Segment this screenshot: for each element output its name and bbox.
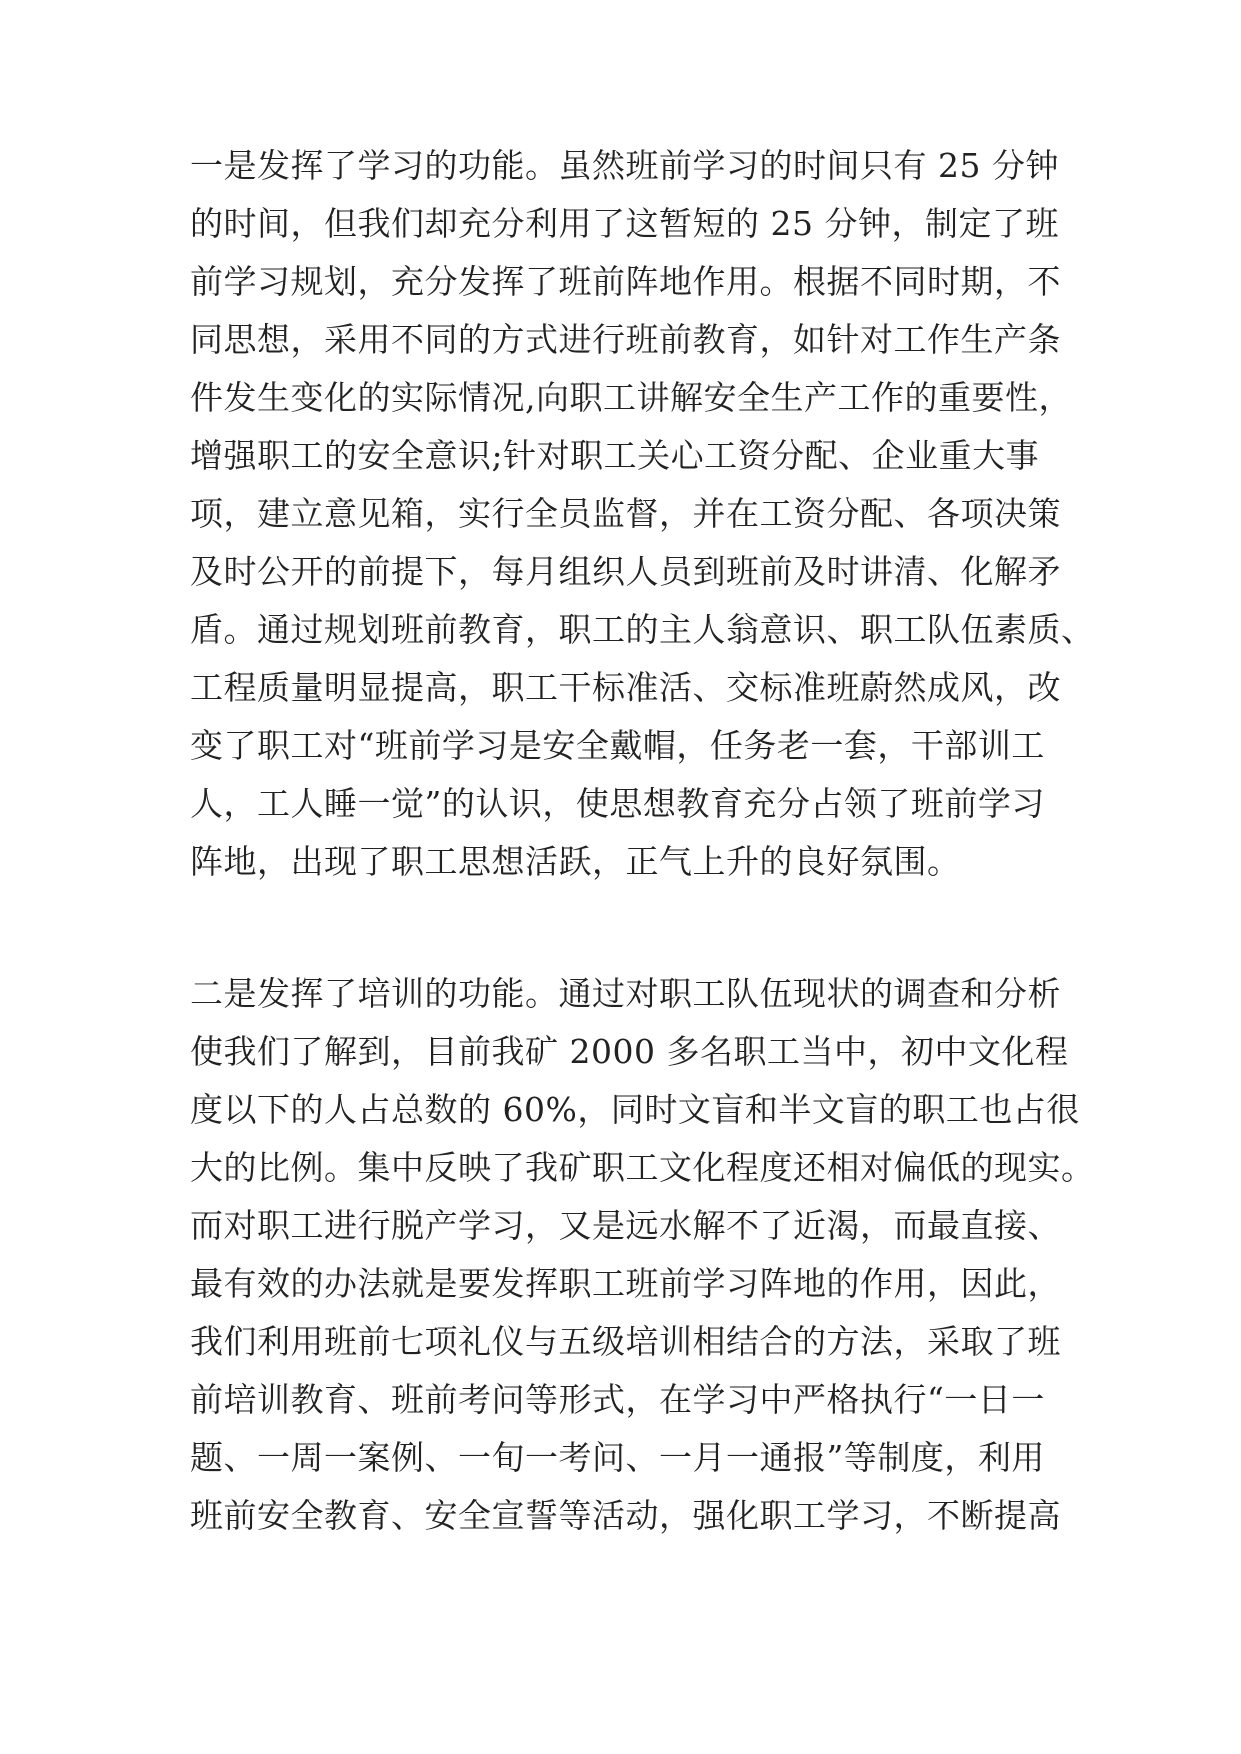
paragraph-line: 大的比例。集中反映了我矿职工文化程度还相对偏低的现实。	[190, 1148, 1095, 1187]
paragraph-line: 盾。通过规划班前教育，职工的主人翁意识、职工队伍素质、	[190, 610, 1095, 649]
paragraph-line: 前培训教育、班前考问等形式，在学习中严格执行“一日一	[190, 1380, 1045, 1419]
paragraph-line: 一是发挥了学习的功能。虽然班前学习的时间只有 25 分钟	[190, 146, 1059, 185]
paragraph-line: 件发生变化的实际情况,向职工讲解安全生产工作的重要性，	[190, 378, 1072, 417]
paragraph-line: 同思想，采用不同的方式进行班前教育，如针对工作生产条	[190, 320, 1061, 359]
paragraph-line: 阵地，出现了职工思想活跃，正气上升的良好氛围。	[190, 842, 961, 881]
paragraph-line: 我们利用班前七项礼仪与五级培训相结合的方法，采取了班	[190, 1322, 1061, 1361]
paragraph-line: 二是发挥了培训的功能。通过对职工队伍现状的调查和分析	[190, 974, 1061, 1013]
paragraph-line: 及时公开的前提下，每月组织人员到班前及时讲清、化解矛	[190, 552, 1061, 591]
paragraph-line: 人，工人睡一觉”的认识，使思想教育充分占领了班前学习	[190, 784, 1045, 823]
paragraph-line: 项，建立意见箱，实行全员监督，并在工资分配、各项决策	[190, 494, 1061, 533]
paragraph-line: 而对职工进行脱产学习，又是远水解不了近渴，而最直接、	[190, 1206, 1061, 1245]
paragraph-line: 班前安全教育、安全宣誓等活动，强化职工学习，不断提高	[190, 1496, 1061, 1535]
paragraph-line: 变了职工对“班前学习是安全戴帽，任务老一套，干部训工	[190, 726, 1045, 765]
paragraph-line: 工程质量明显提高，职工干标准活、交标准班蔚然成风，改	[190, 668, 1061, 707]
paragraph-training-function	[190, 965, 1095, 1545]
paragraph-line: 的时间，但我们却充分利用了这暂短的 25 分钟，制定了班	[190, 204, 1059, 243]
paragraph-line: 度以下的人占总数的 60%，同时文盲和半文盲的职工也占很	[190, 1090, 1080, 1129]
paragraph-line: 前学习规划，充分发挥了班前阵地作用。根据不同时期，不	[190, 262, 1061, 301]
paragraph-line: 题、一周一案例、一旬一考问、一月一通报”等制度，利用	[190, 1438, 1045, 1477]
paragraph-line: 增强职工的安全意识;针对职工关心工资分配、企业重大事	[190, 436, 1040, 475]
paragraph-learning-function	[190, 137, 1095, 891]
paragraph-line: 最有效的办法就是要发挥职工班前学习阵地的作用，因此，	[190, 1264, 1061, 1303]
paragraph-line: 使我们了解到，目前我矿 2000 多名职工当中，初中文化程	[190, 1032, 1069, 1071]
